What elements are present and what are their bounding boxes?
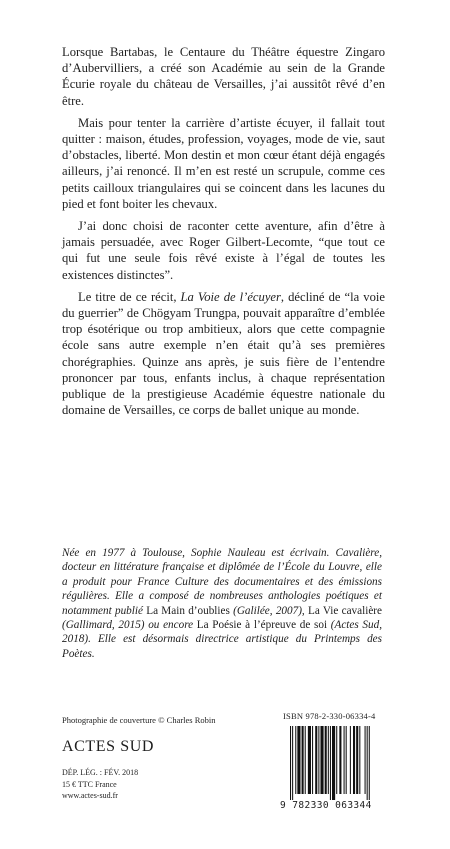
publisher-logo: ACTES SUD (62, 738, 155, 755)
barcode-bar (312, 726, 313, 794)
legal-deposit: DÉP. LÉG. : FÉV. 2018 (62, 768, 139, 777)
paragraph-4: Le titre de ce récit, La Voie de l’écuyer, décliné de “la voie du guerrier” de Chögyam Trungpa, pouvait apparaître d’emblée trop ésotérique ou trop ambitieux, alors que cette compagnie école sans autre exemple n’en était qu’à ses premières chorégraphies. Quinze ans après, je suis fière de l’entendre prononcer par tous, enfants inclus, à chaque représentation publique de la prestigieuse Académie équestre nationale du domaine de Versailles, ce corps de ballet unique au monde. (62, 289, 385, 418)
barcode-bar (308, 726, 311, 794)
barcode-bar (359, 726, 360, 794)
barcode-bar (328, 726, 329, 794)
barcode-bar (365, 726, 366, 794)
barcode-bar (320, 726, 323, 794)
bio-book-3: La Poésie à l’épreuve de soi (196, 619, 328, 632)
barcode-bar (302, 726, 304, 794)
barcode-bar (353, 726, 355, 794)
barcode-bar (367, 726, 368, 800)
barcode-bar (318, 726, 319, 794)
paragraph-1: Lorsque Bartabas, le Centaure du Théâtre équestre Zingaro d’Aubervilliers, a créé son Académie au sein de la Grande Écurie royale du château de Versailles, j’ai aussitôt rêvé d’en être. (62, 45, 385, 108)
barcode-bar (356, 726, 358, 794)
legal-info (62, 767, 138, 802)
barcode-bar (350, 726, 351, 794)
website: www.actes-sud.fr (62, 791, 118, 800)
barcode-bar (332, 726, 335, 800)
isbn: ISBN 978-2-330-06334-4 (283, 711, 376, 721)
barcode-bar (305, 726, 306, 794)
barcode-bar (339, 726, 341, 794)
price: 15 € TTC France (62, 779, 117, 789)
barcode-bar (315, 726, 317, 794)
book-title: La Voie de l’écuyer (180, 289, 281, 304)
barcode-bar (336, 726, 337, 794)
barcode-bar (344, 726, 345, 794)
barcode-bars (280, 724, 388, 800)
paragraph-2: Mais pour tenter la carrière d’artiste écuyer, il fallait tout quitter : maison, études, profession, voyages, mode de vie, saut d’obstacles, liberté. Mon destin et mon cœur étant déjà engagés ailleurs, j’ai renoncé. Il m’en est resté un scrupule, comme ces petits cailloux triangulaires qui se coincent dans les lacunes du pied et font boiter les chevaux. (62, 115, 385, 211)
author-bio: Née en 1977 à Toulouse, Sophie Nauleau est écrivain. Cavalière, docteur en littérature française et diplômée de l’École du Louvre, elle a produit pour France Culture des documentaires et des émissions régulières. Elle a composé de nombreuses anthologies poétiques et notamment publié La Main d’oublies (Galilée, 2007), La Vie cavalière (Gallimard, 2015) ou encore La Poésie à l’épreuve de soi (Actes Sud, 2018). Elle est désormais directrice artistique du Printemps des Poètes. (62, 547, 382, 660)
barcode-bar (295, 726, 296, 794)
paragraph-3: J’ai donc choisi de raconter cette aventure, afin d’être à jamais persuadée, avec Roger Gilbert-Lecomte, “que tout ce qui fut une seule fois rêvé existe à l’égal de toutes les existences distinctes”. (62, 219, 385, 282)
barcode-bar (290, 726, 291, 800)
back-cover-text (62, 44, 385, 424)
barcode-bar (297, 726, 300, 794)
barcode (280, 724, 388, 811)
barcode-bar (330, 726, 331, 800)
barcode-digits: 9 782330 063344 (280, 800, 372, 811)
barcode-bar (346, 726, 347, 794)
bio-book-2: La Vie cavalière (308, 604, 382, 617)
barcode-bar (369, 726, 370, 800)
bio-book-1: La Main d’oublies (146, 604, 230, 617)
barcode-bar (292, 726, 293, 800)
barcode-bar (325, 726, 327, 794)
photo-credit: Photographie de couverture © Charles Robin (62, 715, 216, 725)
